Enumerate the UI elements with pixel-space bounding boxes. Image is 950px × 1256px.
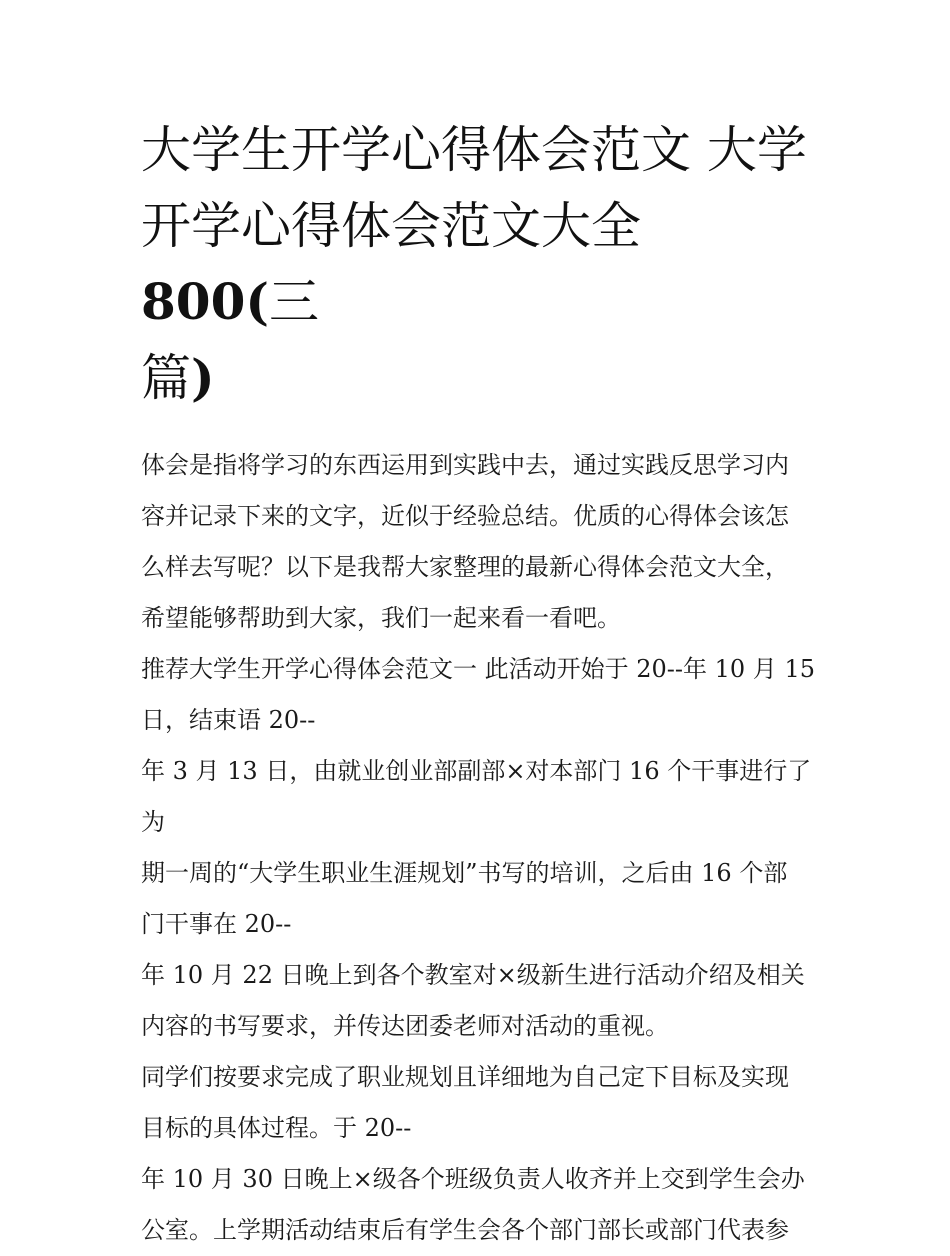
paragraph-activity-start: 推荐大学生开学心得体会范文一 此活动开始于 20--年 10 月 15 日，结束语 20-- xyxy=(141,655,815,734)
title-line-3: 篇) xyxy=(141,348,215,407)
paragraph-planning: 同学们按要求完成了职业规划且详细地为自己定下目标及实现 目标的具体过程。于 20-- xyxy=(141,1063,789,1142)
paragraph-introduction-session: 年 10 月 22 日晚上到各个教室对×级新生进行活动介绍及相关 内容的书写要求，并传达团委老师对活动的重视。 xyxy=(141,961,805,1040)
paragraph-intro: 体会是指将学习的东西运用到实践中去，通过实践反思学习内 容并记录下来的文字，近似于经验总结。优质的心得体会该怎 么样去写呢？以下是我帮大家整理的最新心得体会范文大全， 希望能够帮助到大家，我们一起来看一看吧。 xyxy=(141,451,789,632)
document-content xyxy=(141,112,821,1256)
paragraph-collection: 年 10 月 30 日晚上×级各个班级负责人收齐并上交到学生会办 公室。上学期活动结束后有学生会各个部门部长或部门代表参 xyxy=(141,1165,805,1244)
paragraph-training: 年 3 月 13 日，由就业创业部副部×对本部门 16 个干事进行了为 期一周的“大学生职业生涯规划”书写的培训，之后由 16 个部 门干事在 20-- xyxy=(141,757,812,938)
document-title xyxy=(141,112,821,416)
title-line-1: 大学生开学心得体会范文 大学 xyxy=(141,121,807,179)
title-line-2: 开学心得体会范文大全 800(三 xyxy=(141,197,641,331)
document-body xyxy=(141,440,821,1256)
